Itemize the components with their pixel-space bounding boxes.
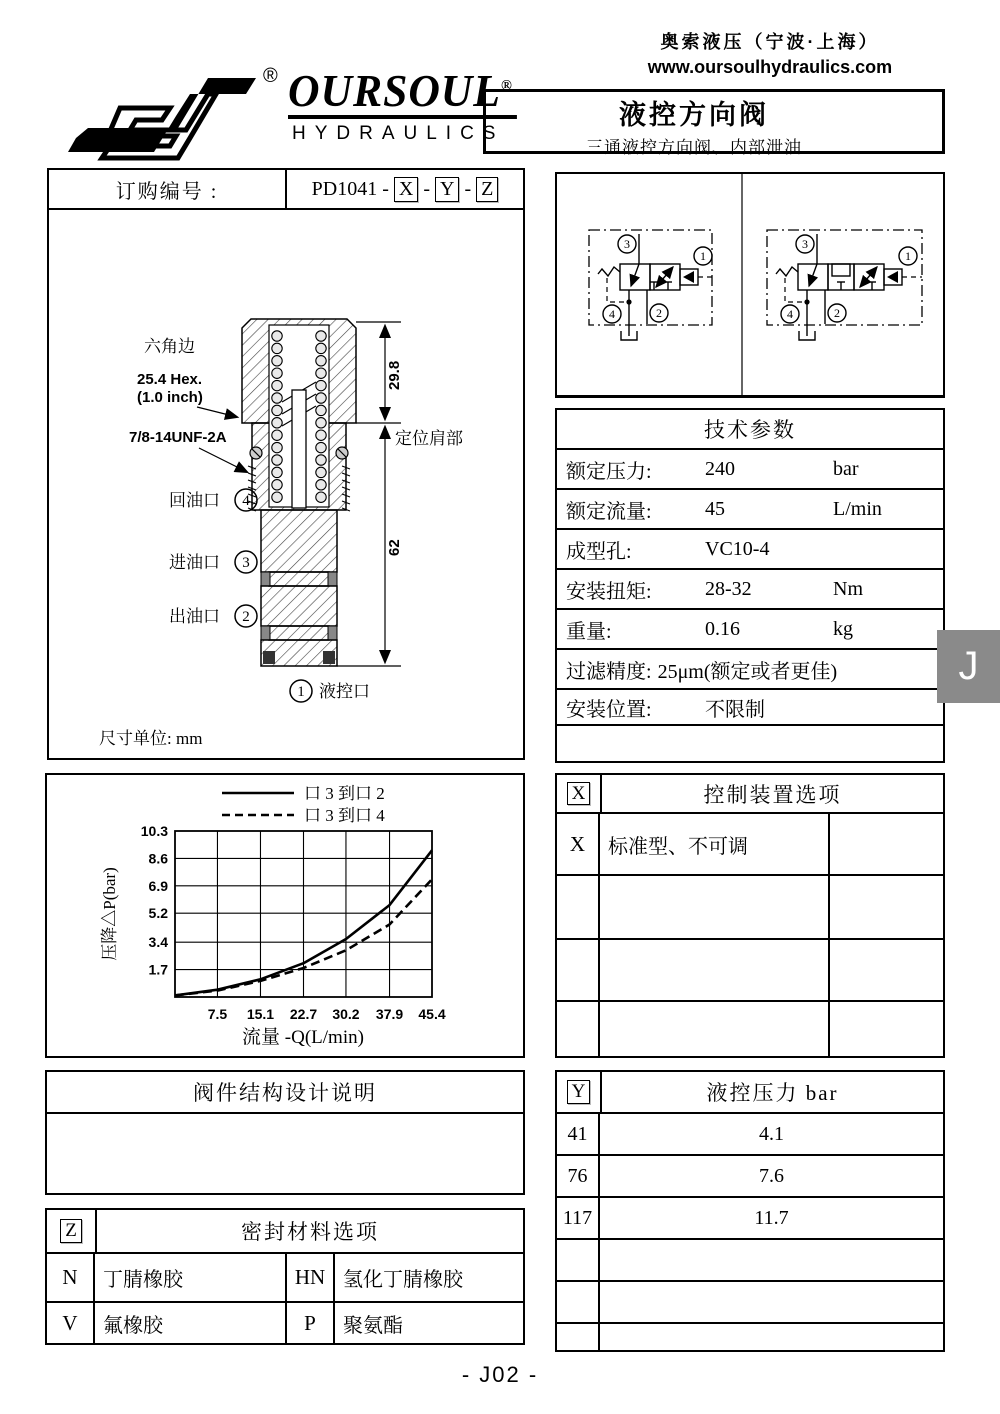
x-table-title: 控制装置选项 [703,782,842,807]
legend-label-2: 口 3 到口 4 [304,806,385,825]
svg-text:4: 4 [609,307,615,321]
svg-text:3: 3 [624,237,630,251]
page-title: 液控方向阀 [619,100,769,130]
title-box [483,89,945,157]
y-table-row: 117 11.7 [557,1198,943,1240]
brand-subtitle: HYDRAULICS [292,122,505,144]
tech-row: 重量: 0.16 kg [557,610,943,650]
schematic-symbol-1 [589,230,712,340]
pressure-drop-chart [45,773,525,1058]
svg-text:45.4: 45.4 [418,1006,446,1022]
svg-text:5.2: 5.2 [148,905,168,922]
port3-number: 3 [242,555,250,571]
valve-schematics [557,174,942,395]
company-name: 奥索液压（宁波·上海） [660,32,880,52]
shoulder-label: 定位肩部 [395,429,463,448]
svg-text:15.1: 15.1 [246,1006,275,1022]
order-prefix: PD1041 - [311,177,389,200]
port4-number: 4 [242,493,250,509]
y-table-row [557,1324,943,1350]
dim-29-8: 29.8 [386,360,403,390]
hex-inch-label: (1.0 inch) [137,389,203,406]
y-table-row [557,1240,943,1282]
x-table-row [557,940,943,1002]
y-table-row [557,1282,943,1324]
z-option-table [45,1208,525,1345]
x-table-header [557,775,943,814]
z-table-row: V 氟橡胶 P 聚氨酯 [47,1303,523,1343]
design-note-header [47,1072,523,1114]
port4-label: 回油口 [169,491,220,510]
design-note-title: 阀件结构设计说明 [193,1081,377,1105]
page-number: - J02 - [461,1362,539,1387]
y-table-row: 41 4.1 [557,1114,943,1156]
company-header [615,28,925,78]
svg-text:1.7: 1.7 [148,961,168,978]
z-table-header [47,1210,523,1254]
logo-s-icon [58,60,283,165]
order-code-x: X [394,177,418,202]
page-subtitle: 三通液控方向阀、内部泄油 [586,138,802,157]
order-sep2: - [464,177,472,200]
svg-text:1: 1 [905,249,911,263]
order-box [47,168,525,760]
order-code-z: Z [476,177,498,202]
x-table-row [557,1002,943,1056]
legend-label-1: 口 3 到口 2 [304,784,385,803]
svg-text:37.9: 37.9 [375,1006,404,1022]
y-table-title: 液控压力 bar [706,1081,839,1105]
y-code-box: Y [567,1080,591,1104]
svg-text:4: 4 [787,307,793,321]
tech-row: 安装扭矩: 28-32 Nm [557,570,943,610]
x-option-table [555,773,945,1058]
port3-label: 进油口 [169,553,220,572]
svg-text:10.3: 10.3 [140,823,168,839]
schematic-box [555,172,945,398]
z-code-box: Z [60,1219,82,1243]
tech-row-empty [557,726,943,761]
tech-row: 过滤精度: 25μm(额定或者更佳) [557,650,943,690]
chart-svg [47,775,522,1055]
tech-row: 额定流量: 45 L/min [557,490,943,530]
tech-row: 额定压力: 240 bar [557,450,943,490]
svg-text:2: 2 [656,306,662,320]
dim-62: 62 [386,539,403,556]
z-table-title: 密封材料选项 [241,1220,379,1244]
z-table-row: N 丁腈橡胶 HN 氢化丁腈橡胶 [47,1254,523,1303]
x-axis-label: 流量 -Q(L/min) [242,1027,364,1048]
brand-reg-icon: ® [500,78,513,94]
order-header [49,170,523,210]
company-website: www.oursoulhydraulics.com [647,57,893,77]
tech-params-title: 技术参数 [557,410,943,450]
x-table-row [557,876,943,940]
y-option-table [555,1070,945,1352]
port2-number: 2 [242,609,250,625]
svg-text:6.9: 6.9 [148,877,168,894]
svg-text:30.2: 30.2 [332,1006,360,1022]
y-table-row: 76 7.6 [557,1156,943,1198]
logo [58,60,283,170]
svg-text:22.7: 22.7 [289,1006,318,1022]
tech-row: 成型孔: VC10-4 [557,530,943,570]
order-code [287,170,523,208]
schematic-symbol-2 [767,230,922,340]
valve-cross-section [49,210,522,760]
y-axis-label: 压降△P(bar) [100,867,119,961]
hex-size-label: 25.4 Hex. [137,371,203,388]
order-label: 订购编号 : [49,170,287,208]
logo-reg-icon: ® [263,65,278,87]
design-note-box [45,1070,525,1195]
svg-text:3: 3 [802,237,808,251]
design-note-body [47,1114,523,1193]
thread-label: 7/8-14UNF-2A [129,429,227,446]
y-table-header [557,1072,943,1114]
svg-text:7.5: 7.5 [207,1006,228,1022]
port1-label: 液控口 [319,682,370,701]
unit-note: 尺寸单位: mm [99,729,203,748]
port2-label: 出油口 [169,607,220,626]
order-sep1: - [423,177,430,200]
tech-params-table [555,408,945,763]
x-table-row: X 标准型、不可调 [557,814,943,876]
svg-text:3.4: 3.4 [148,934,168,951]
svg-text:8.6: 8.6 [148,850,168,867]
svg-text:2: 2 [834,306,840,320]
order-code-y: Y [435,177,459,202]
tech-row: 安装位置: 不限制 [557,690,943,726]
section-tab-j: J [937,630,1000,703]
svg-text:1: 1 [700,249,706,263]
brand-name: OURSOUL® [288,70,517,119]
x-code-box: X [567,782,591,806]
hex-side-label: 六角边 [144,337,195,356]
port1-number: 1 [297,684,305,700]
